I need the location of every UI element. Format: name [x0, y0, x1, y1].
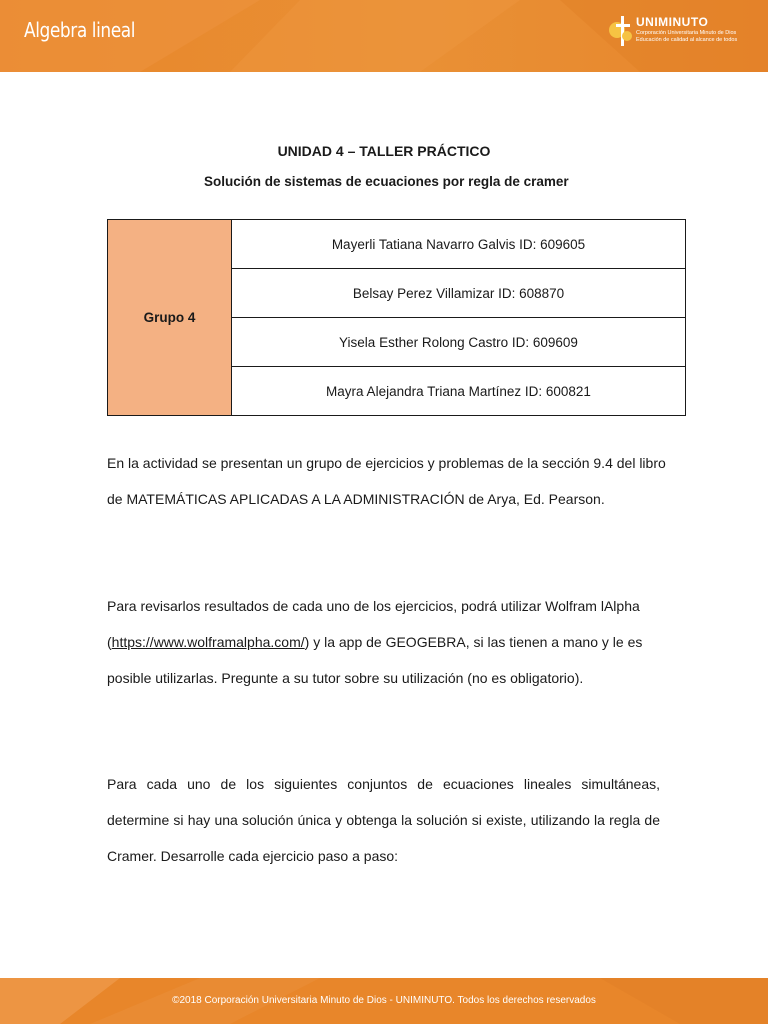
member-cell: Mayerli Tatiana Navarro Galvis ID: 609605 [232, 220, 686, 269]
university-logo [608, 14, 748, 50]
course-title: Algebra lineal [24, 18, 136, 42]
page-footer [0, 978, 768, 1024]
tools-paragraph [107, 588, 667, 696]
tools-text-start: Para revisarlos resultados de cada uno de los ejercicios, podrá utilizar Wolfram lAlpha ( [107, 598, 640, 650]
logo-subtitle: Corporación Universitaria Minuto de Dios [636, 30, 737, 36]
instructions-paragraph: Para cada uno de los siguientes conjuntos de ecuaciones lineales simultáneas, determine si hay una solución única y obtenga la solución si existe, utilizando la regla de Cramer. Desarrolle cada ejercicio paso a paso: [107, 776, 660, 864]
intro-paragraph: En la actividad se presentan un grupo de ejercicios y problemas de la sección 9.4 del libro de MATEMÁTICAS APLICADAS A LA ADMINISTRACIÓN de Arya, Ed. Pearson. [107, 455, 666, 507]
copyright-text: ©2018 Corporación Universitaria Minuto de Dios - UNIMINUTO. Todos los derechos reservados [172, 995, 596, 1006]
table-row [108, 220, 686, 269]
group-members-table [107, 219, 686, 416]
logo-icon [608, 14, 634, 48]
member-cell: Belsay Perez Villamizar ID: 608870 [232, 269, 686, 318]
document-title: UNIDAD 4 – TALLER PRÁCTICO [277, 143, 491, 159]
page-header [0, 0, 768, 72]
tools-text-end: ) y la app de GEOGEBRA, si las tienen a mano y le es posible utilizarlas. Pregunte a su tutor sobre su utilización (no es obligatorio). [107, 634, 643, 686]
member-cell: Mayra Alejandra Triana Martínez ID: 600821 [232, 367, 686, 416]
logo-tagline: Educación de calidad al alcance de todos [636, 37, 738, 43]
member-cell: Yisela Esther Rolong Castro ID: 609609 [232, 318, 686, 367]
wolfram-link[interactable]: https://www.wolframalpha.com/ [111, 634, 305, 650]
logo-name: UNIMINUTO [636, 15, 709, 29]
group-label-cell: Grupo 4 [108, 220, 232, 416]
document-subtitle: Solución de sistemas de ecuaciones por regla de cramer [204, 174, 569, 189]
